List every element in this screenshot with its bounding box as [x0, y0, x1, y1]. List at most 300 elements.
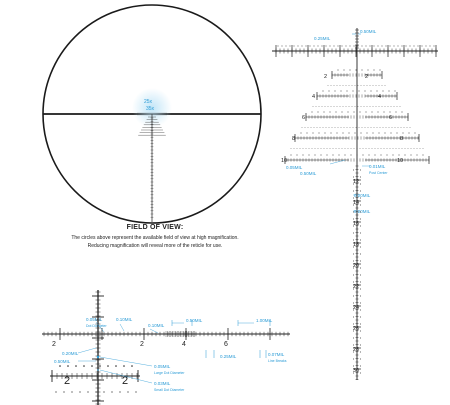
tree-mid-dot — [359, 127, 360, 128]
tree-mid-dot — [401, 127, 402, 128]
tree-mid-dot — [331, 85, 332, 86]
tree-mid-dot — [318, 148, 319, 149]
tree-mid-dot — [390, 148, 391, 149]
detail-callout-left-low-b: 0.50MIL — [54, 359, 71, 364]
tree-mid-dot — [334, 106, 335, 107]
detail-number-right-2: 2 — [140, 341, 144, 348]
tree-mid-dot — [346, 85, 347, 86]
tree-mid-dot — [396, 148, 397, 149]
tree-row-dot — [330, 112, 331, 113]
vertical-label-26: 26 — [353, 326, 360, 332]
tree-mid-dot — [420, 148, 421, 149]
tree-mid-dot — [302, 127, 303, 128]
tree-row-dot — [343, 133, 344, 134]
detail-callout-top-left: 0.05MIL — [86, 317, 103, 322]
stem-dot — [360, 247, 361, 248]
detail-dot — [127, 391, 128, 392]
vertical-label-16: 16 — [353, 221, 360, 227]
stem-dot — [360, 331, 361, 332]
tree-row-dot — [325, 133, 326, 134]
full-reticle-bar-dot — [334, 46, 335, 47]
detail-dot — [71, 391, 72, 392]
stem-dot — [353, 317, 354, 318]
tree-row-dot — [297, 155, 298, 156]
tree-mid-dot — [349, 85, 350, 86]
stem-dot — [353, 331, 354, 332]
tree-mid-dot — [329, 127, 330, 128]
tree-row-dot — [366, 112, 367, 113]
full-reticle-bar-dot — [390, 46, 391, 47]
stem-dot — [360, 366, 361, 367]
tree-mid-dot — [387, 148, 388, 149]
stem-dot — [353, 226, 354, 227]
tree-mid-dot — [410, 127, 411, 128]
tree-mid-dot — [365, 127, 366, 128]
full-reticle-bar-dot — [386, 46, 387, 47]
tree-mid-dot — [333, 148, 334, 149]
tree-row-dot — [327, 155, 328, 156]
tree-mid-dot — [352, 85, 353, 86]
full-reticle-bar-dot — [294, 46, 295, 47]
full-reticle-bar-dot — [286, 46, 287, 47]
tree-mid-dot — [375, 148, 376, 149]
tree-mid-dot — [311, 127, 312, 128]
tree-mid-dot — [385, 106, 386, 107]
tree-mid-dot — [400, 106, 401, 107]
stem-dot — [360, 212, 361, 213]
field-of-view-circle — [43, 5, 261, 223]
full-reticle-bar-dot — [326, 46, 327, 47]
tree-row-dot — [369, 155, 370, 156]
tree-row-dot — [354, 112, 355, 113]
tree-mid-dot — [347, 127, 348, 128]
tree-mid-dot — [397, 106, 398, 107]
tree-mid-dot — [402, 148, 403, 149]
detail-callout-dot-large: 0.05MIL — [154, 364, 171, 369]
fov-title: FIELD OF VIEW: — [126, 224, 184, 231]
tree-row-dot — [374, 70, 375, 71]
tree-mid-dot — [411, 148, 412, 149]
reticle-detail-view — [42, 290, 290, 405]
tree-row-dot — [381, 155, 382, 156]
full-reticle-bar-dot — [366, 46, 367, 47]
full-reticle-bar-dot — [290, 46, 291, 47]
detail-dot — [55, 391, 56, 392]
row-label-right-6: 6 — [389, 115, 393, 121]
full-reticle-bar-dot — [322, 46, 323, 47]
full-reticle-bar-dot — [278, 46, 279, 47]
detail-bottom-number-right-2: 2 — [122, 375, 129, 387]
stem-dot — [353, 352, 354, 353]
tree-row-dot — [349, 133, 350, 134]
tree-row-dot — [362, 70, 363, 71]
tree-mid-dot — [340, 106, 341, 107]
stem-dot — [360, 240, 361, 241]
full-reticle — [272, 28, 438, 380]
full-reticle-bar-dot — [330, 46, 331, 47]
tree-mid-dot — [405, 148, 406, 149]
stem-dot — [353, 191, 354, 192]
tree-row-dot — [378, 112, 379, 113]
tree-mid-dot — [391, 106, 392, 107]
tree-mid-dot — [319, 106, 320, 107]
stem-dot — [353, 198, 354, 199]
full-reticle-bar-dot — [406, 46, 407, 47]
full-reticle-bar-dot — [374, 46, 375, 47]
full-reticle-bar-dot — [418, 46, 419, 47]
callout-leader — [330, 160, 345, 164]
full-reticle-bar-dot — [346, 46, 347, 47]
tree-mid-dot — [353, 127, 354, 128]
tree-row-dot — [319, 133, 320, 134]
tree-row-dot — [361, 133, 362, 134]
tree-mid-dot — [364, 106, 365, 107]
tree-row-dot — [331, 133, 332, 134]
tree-row-dot — [301, 133, 302, 134]
tree-row-dot — [351, 155, 352, 156]
detail-dot — [87, 391, 88, 392]
tree-mid-dot — [369, 148, 370, 149]
stem-dot — [353, 275, 354, 276]
detail-dot — [75, 365, 77, 367]
tree-mid-dot — [386, 127, 387, 128]
stem-dot — [353, 240, 354, 241]
tree-mid-dot — [368, 127, 369, 128]
detail-dot — [115, 365, 117, 367]
vertical-label-14: 14 — [353, 200, 360, 206]
tree-row-dot — [347, 91, 348, 92]
tree-mid-dot — [362, 127, 363, 128]
detail-callout-b: 0.25MIL — [220, 354, 237, 359]
tree-mid-dot — [370, 85, 371, 86]
tree-row-dot — [380, 70, 381, 71]
tree-row-dot — [336, 112, 337, 113]
full-reticle-bar-dot — [298, 46, 299, 47]
tree-mid-dot — [294, 148, 295, 149]
vertical-label-12: 12 — [353, 179, 360, 185]
tree-mid-dot — [308, 127, 309, 128]
tree-mid-dot — [332, 127, 333, 128]
stem-dot — [360, 338, 361, 339]
stem-dot — [353, 205, 354, 206]
tree-row-dot — [341, 91, 342, 92]
tree-row-dot — [405, 155, 406, 156]
stem-dot — [353, 359, 354, 360]
tree-row-dot — [333, 155, 334, 156]
tree-mid-dot — [309, 148, 310, 149]
full-reticle-bar-dot — [370, 46, 371, 47]
full-reticle-bar-dot — [382, 46, 383, 47]
tree-mid-dot — [388, 106, 389, 107]
tree-mid-dot — [338, 127, 339, 128]
full-reticle-bar-dot — [394, 46, 395, 47]
stem-dot — [353, 373, 354, 374]
stem-callout-a: 0.20MIL — [354, 193, 371, 198]
tree-mid-dot — [323, 127, 324, 128]
tree-mid-dot — [345, 148, 346, 149]
tree-mid-dot — [351, 148, 352, 149]
tree-mid-dot — [356, 127, 357, 128]
top-callout-inner: 0.25MIL — [314, 36, 331, 41]
fov-description: The circles above represent the available field of view at high magnification. Reducing magnification will reveal more of the reticle for use. — [71, 235, 239, 249]
full-reticle-bar-dot — [398, 46, 399, 47]
detail-callout-line-breaks-sub: Line Breaks — [268, 359, 287, 363]
tree-mid-dot — [366, 148, 367, 149]
tree-mid-dot — [312, 148, 313, 149]
tree-mid-dot — [364, 85, 365, 86]
tree-row-dot — [337, 133, 338, 134]
tree-mid-dot — [300, 148, 301, 149]
tree-row-dot — [356, 70, 357, 71]
tree-row-dot — [345, 155, 346, 156]
tree-row-dot — [344, 70, 345, 71]
detail-dot — [59, 365, 61, 367]
tree-mid-dot — [320, 127, 321, 128]
full-reticle-bar-dot — [314, 46, 315, 47]
detail-callout-left-low-a: 0.20MIL — [62, 351, 79, 356]
full-reticle-bar-dot — [338, 46, 339, 47]
tree-mid-dot — [328, 85, 329, 86]
tree-mid-dot — [372, 148, 373, 149]
tree-mid-dot — [348, 148, 349, 149]
stem-dot — [360, 282, 361, 283]
tree-row-dot — [313, 133, 314, 134]
tree-mid-dot — [331, 106, 332, 107]
tree-mid-dot — [344, 127, 345, 128]
tree-mid-dot — [394, 106, 395, 107]
tree-row-dot — [335, 91, 336, 92]
tree-mid-dot — [379, 85, 380, 86]
tree-mid-dot — [315, 148, 316, 149]
center-callout-sub: Post Center — [369, 171, 388, 175]
tree-row-dot — [348, 112, 349, 113]
tree-row-dot — [371, 91, 372, 92]
magnification-outer-label: 25x — [144, 99, 153, 105]
stem-dot — [360, 261, 361, 262]
callout-leader — [100, 357, 152, 366]
tree-mid-dot — [399, 148, 400, 149]
tree-mid-dot — [377, 127, 378, 128]
tree-mid-dot — [373, 106, 374, 107]
stem-dot — [360, 289, 361, 290]
full-reticle-bar-dot — [402, 46, 403, 47]
tree-mid-dot — [382, 106, 383, 107]
tree-mid-dot — [352, 106, 353, 107]
tree-mid-dot — [317, 127, 318, 128]
tree-mid-dot — [370, 106, 371, 107]
tree-row-dot — [409, 133, 410, 134]
detail-callout-dot-small-sub: Small Dot Diameter — [154, 388, 185, 392]
vertical-label-20: 20 — [353, 263, 360, 269]
tree-mid-dot — [330, 148, 331, 149]
full-reticle-bar-dot — [358, 46, 359, 47]
detail-callout-line-breaks: 0.07MIL — [268, 352, 285, 357]
detail-dot — [103, 391, 104, 392]
detail-callout-d: 0.50MIL — [186, 318, 203, 323]
tree-mid-dot — [340, 85, 341, 86]
detail-callout-e: 1.00MIL — [256, 318, 273, 323]
tree-mid-dot — [339, 148, 340, 149]
detail-dot — [79, 391, 80, 392]
tree-mid-dot — [378, 148, 379, 149]
stem-dot — [360, 198, 361, 199]
tree-row-dot — [360, 112, 361, 113]
tree-mid-dot — [382, 85, 383, 86]
detail-bottom-number-left-2: 2 — [64, 375, 71, 387]
tree-mid-dot — [354, 148, 355, 149]
tree-row-dot — [338, 70, 339, 71]
stem-dot — [360, 205, 361, 206]
detail-dot — [63, 391, 64, 392]
tree-row-dot — [385, 133, 386, 134]
vertical-label-30: 30 — [353, 368, 360, 374]
detail-dot — [91, 365, 93, 367]
tree-mid-dot — [381, 148, 382, 149]
row-label-left-8: 8 — [292, 136, 296, 142]
stem-dot — [353, 233, 354, 234]
row-label-right-10: 10 — [397, 158, 404, 164]
tree-row-dot — [350, 70, 351, 71]
stem-dot — [353, 184, 354, 185]
row-label-left-10: 10 — [281, 158, 288, 164]
stem-dot — [360, 170, 361, 171]
vertical-label-28: 28 — [353, 347, 360, 353]
callout-leader — [120, 324, 124, 331]
tree-mid-dot — [337, 106, 338, 107]
detail-number-4: 4 — [182, 341, 186, 348]
full-reticle-bar-dot — [318, 46, 319, 47]
tree-row-dot — [363, 155, 364, 156]
tree-mid-dot — [303, 148, 304, 149]
tree-mid-dot — [350, 127, 351, 128]
tree-mid-dot — [291, 148, 292, 149]
detail-dot — [131, 365, 133, 367]
left-callout-a: 0.05MIL — [286, 165, 303, 170]
tree-mid-dot — [325, 106, 326, 107]
stem-dot — [360, 324, 361, 325]
full-reticle-bar-dot — [354, 46, 355, 47]
stem-dot — [353, 282, 354, 283]
tree-mid-dot — [336, 148, 337, 149]
detail-large-dot-highlight — [97, 356, 99, 358]
stem-dot — [360, 184, 361, 185]
tree-mid-dot — [326, 127, 327, 128]
stem-dot — [353, 289, 354, 290]
tree-mid-dot — [371, 127, 372, 128]
tree-row-dot — [375, 155, 376, 156]
tree-row-dot — [303, 155, 304, 156]
stem-dot — [360, 310, 361, 311]
tree-mid-dot — [395, 127, 396, 128]
tree-row-dot — [355, 133, 356, 134]
stem-dot — [360, 191, 361, 192]
detail-dot — [83, 365, 85, 367]
tree-mid-dot — [376, 85, 377, 86]
row-label-right-8: 8 — [400, 136, 404, 142]
tree-mid-dot — [404, 127, 405, 128]
tree-row-dot — [357, 155, 358, 156]
tree-mid-dot — [316, 106, 317, 107]
stem-dot — [353, 303, 354, 304]
tree-row-dot — [396, 112, 397, 113]
tree-row-dot — [423, 155, 424, 156]
stem-dot — [360, 303, 361, 304]
tree-mid-dot — [363, 148, 364, 149]
detail-dot — [95, 391, 96, 392]
detail-callout-dot-small: 0.03MIL — [154, 381, 171, 386]
tree-mid-dot — [360, 148, 361, 149]
vertical-label-22: 22 — [353, 284, 360, 290]
tree-row-dot — [397, 133, 398, 134]
tree-mid-dot — [385, 85, 386, 86]
full-reticle-bar-dot — [342, 46, 343, 47]
full-reticle-bar-dot — [410, 46, 411, 47]
tree-row-dot — [312, 112, 313, 113]
tree-mid-dot — [313, 106, 314, 107]
stem-dot — [353, 268, 354, 269]
tree-row-dot — [318, 112, 319, 113]
stem-dot — [353, 170, 354, 171]
tree-mid-dot — [379, 106, 380, 107]
tree-row-dot — [399, 155, 400, 156]
tree-row-dot — [393, 155, 394, 156]
tree-row-dot — [391, 133, 392, 134]
full-reticle-bar-dot — [426, 46, 427, 47]
stem-dot — [353, 366, 354, 367]
tree-row-dot — [329, 91, 330, 92]
tree-mid-dot — [408, 148, 409, 149]
stem-dot — [360, 345, 361, 346]
detail-callout-top-left-sub: Dot Diameter — [86, 324, 107, 328]
tree-row-dot — [291, 155, 292, 156]
tree-row-dot — [384, 112, 385, 113]
tree-mid-dot — [349, 106, 350, 107]
stem-dot — [353, 212, 354, 213]
tree-mid-dot — [335, 127, 336, 128]
detail-callout-c: 0.10MIL — [148, 323, 165, 328]
full-reticle-bar-dot — [306, 46, 307, 47]
tree-row-dot — [342, 112, 343, 113]
tree-row-dot — [383, 91, 384, 92]
stem-dot — [353, 345, 354, 346]
detail-dot — [123, 365, 125, 367]
tree-mid-dot — [373, 85, 374, 86]
row-label-left-2: 2 — [324, 74, 328, 80]
detail-callout-dot-large-sub: Large Dot Diameter — [154, 371, 185, 375]
vertical-label-24: 24 — [353, 305, 360, 311]
tree-mid-dot — [322, 106, 323, 107]
stem-dot — [360, 373, 361, 374]
tree-mid-dot — [389, 127, 390, 128]
stem-dot — [353, 261, 354, 262]
tree-mid-dot — [380, 127, 381, 128]
detail-dot — [111, 391, 112, 392]
callout-leader — [150, 329, 158, 333]
tree-row-dot — [353, 91, 354, 92]
full-reticle-bar-dot — [422, 46, 423, 47]
stem-dot — [360, 359, 361, 360]
stem-dot — [360, 317, 361, 318]
tree-mid-dot — [334, 85, 335, 86]
tree-mid-dot — [314, 127, 315, 128]
tree-mid-dot — [346, 106, 347, 107]
tree-mid-dot — [306, 148, 307, 149]
tree-row-dot — [390, 112, 391, 113]
tree-row-dot — [402, 112, 403, 113]
tree-mid-dot — [376, 106, 377, 107]
detail-number-6: 6 — [224, 341, 228, 348]
tree-mid-dot — [355, 106, 356, 107]
